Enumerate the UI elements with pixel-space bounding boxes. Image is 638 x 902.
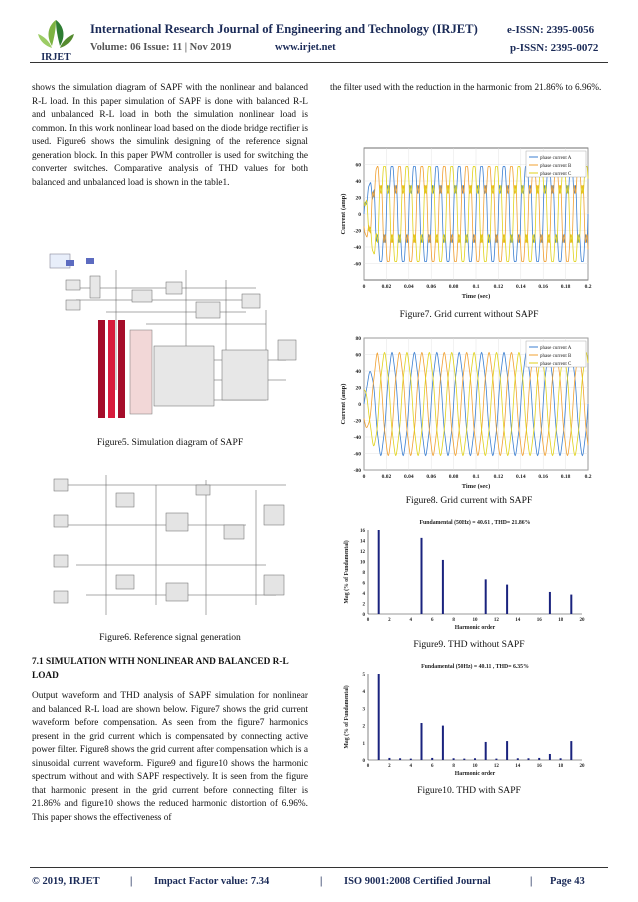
y-tick-label: 6 (362, 581, 365, 587)
bar-h18 (560, 758, 562, 760)
bar-h17 (549, 592, 551, 614)
left-paragraph-1: shows the simulation diagram of SAPF with the nonlinear and balanced R-L load. In this paper simulation of SAPF is done with balanced R-L and unbalanced R-L load in both the simulation nonlinear load is common. In this work nonlinear load based on the diode bridge rectifier is used. Figure6 shows the simulink designing of the reference signal generation block. In this paper PWM controller is used for switching the converter switches. Comparative analysis of THD values for both balanced and unbalanced load is shown in the table1. (32, 83, 308, 188)
legend-label: phase current B (540, 164, 572, 169)
x-tick-label: 0 (362, 284, 366, 290)
bar-h12 (495, 759, 497, 760)
y-tick-label: 5 (362, 673, 365, 678)
x-axis-label: Time (sec) (461, 293, 491, 300)
x-tick-label: 16 (536, 618, 542, 623)
y-axis-label: Current (amp) (340, 193, 347, 235)
x-tick-label: 2 (388, 618, 391, 623)
bar-h7 (442, 726, 444, 760)
bar-h16 (538, 758, 540, 760)
x-tick-label: 8 (452, 618, 455, 623)
right-paragraph-1: the filter used with the reduction in the harmonic from 21.86% to 6.96%. (330, 83, 602, 93)
x-tick-label: 14 (515, 618, 521, 623)
logo-text: IRJET (41, 52, 71, 62)
bar-h5 (421, 538, 423, 614)
y-tick-label: -20 (353, 228, 361, 235)
x-tick-label: 0.18 (560, 284, 571, 290)
y-tick-label: 4 (362, 592, 365, 597)
x-tick-label: 0.08 (448, 284, 459, 290)
y-tick-label: 0 (358, 212, 361, 218)
fig8-svg (338, 330, 596, 490)
figure8-caption: Figure8. Grid current with SAPF (405, 495, 533, 506)
bar-h4 (410, 759, 412, 760)
x-axis-label: Time (sec) (461, 483, 491, 490)
legend-label: phase current C (540, 172, 572, 177)
footer-sep-3: | (530, 876, 533, 887)
y-tick-label: -40 (353, 435, 361, 441)
bar-h15 (528, 758, 530, 760)
fig10-svg (338, 660, 596, 778)
x-tick-label: 0.16 (538, 284, 549, 290)
header-rule (30, 62, 608, 63)
bar-h5 (421, 723, 423, 760)
y-axis-label: Mag (% of Fundamental) (344, 685, 350, 749)
figure7-caption: Figure7. Grid current without SAPF (399, 309, 539, 320)
x-tick-label: 0.04 (403, 474, 414, 480)
x-axis-label: Harmonic order (454, 625, 496, 631)
x-tick-label: 20 (579, 764, 585, 769)
y-axis-label: Mag (% of Fundamental) (344, 540, 350, 604)
y-tick-label: 16 (360, 529, 365, 534)
left-paragraph-2: Output waveform and THD analysis of SAPF simulation for nonlinear and balanced R-L load are shown below. Figure7 shows the grid current waveform before compensation. As seen from the figure7 harmonics present in the grid current which is compensated by connecting active power filter. Figure8 shows the grid current after compensation which is a sinusoidal current waveform. Figure9 and figure10 shows the harmonic spectrum without and with SAPF respectively. It is seen from the figure that harmonic present in the grid current before connecting filter is 21.86% and figure10 shows the reduced harmonic distortion of 6.96%. This paper shows the effectiveness of (32, 691, 308, 823)
y-tick-label: 14 (360, 539, 365, 545)
bar-h11 (485, 579, 487, 614)
y-tick-label: 2 (362, 724, 365, 730)
bar-h7 (442, 560, 444, 614)
eissn: e-ISSN: 2395-0056 (507, 24, 595, 36)
y-tick-label: -20 (353, 418, 361, 425)
x-tick-label: 8 (452, 764, 455, 769)
x-tick-label: 12 (493, 764, 499, 769)
y-tick-label: 0 (362, 613, 365, 618)
y-tick-label: 80 (355, 336, 361, 342)
bar-h2 (388, 758, 390, 760)
reference-signal-schematic (46, 465, 304, 623)
y-tick-label: -80 (353, 468, 361, 474)
bar-h1 (378, 674, 380, 760)
figure8-chart (338, 330, 596, 495)
chart-title: Fundamental (50Hz) = 40.11 , THD= 6.35% (421, 664, 529, 670)
y-tick-label: 0 (358, 402, 361, 408)
y-tick-label: -60 (353, 451, 361, 458)
legend-label: phase current B (540, 354, 572, 359)
bar-h6 (431, 758, 433, 760)
x-tick-label: 16 (536, 764, 542, 769)
y-tick-label: 60 (355, 352, 361, 359)
bar-h3 (399, 758, 401, 760)
x-tick-label: 0.02 (381, 474, 392, 480)
x-tick-label: 0.12 (493, 474, 504, 480)
x-tick-label: 4 (409, 764, 413, 769)
y-tick-label: 40 (355, 369, 361, 375)
figure5-simulation-diagram (46, 250, 304, 422)
x-tick-label: 20 (579, 618, 585, 623)
bar-h8 (453, 758, 455, 760)
section-heading: 7.1 SIMULATION WITH NONLINEAR AND BALANCED R-L LOAD (32, 657, 289, 681)
footer-sep-2: | (320, 876, 323, 887)
x-tick-label: 0.06 (426, 284, 437, 290)
x-tick-label: 0.2 (584, 284, 592, 290)
bar-h13 (506, 585, 508, 614)
y-tick-label: -40 (353, 245, 361, 251)
x-tick-label: 0.16 (538, 474, 549, 480)
figure9-caption: Figure9. THD without SAPF (413, 639, 525, 650)
footer-rule (30, 867, 608, 868)
x-axis-label: Harmonic order (454, 771, 496, 777)
y-tick-label: -60 (353, 261, 361, 268)
x-tick-label: 0.14 (515, 284, 526, 290)
footer-sep-1: | (130, 876, 133, 887)
pissn: p-ISSN: 2395-0072 (510, 42, 599, 54)
bar-h13 (506, 741, 508, 760)
x-tick-label: 14 (515, 764, 521, 769)
x-tick-label: 0.12 (493, 284, 504, 290)
x-tick-label: 6 (430, 764, 434, 769)
bar-h19 (570, 741, 572, 760)
x-tick-label: 0.14 (515, 474, 526, 480)
x-tick-label: 0.2 (584, 474, 592, 480)
x-tick-label: 10 (472, 618, 478, 623)
y-tick-label: 3 (362, 707, 365, 713)
legend-label: phase current C (540, 362, 572, 367)
x-tick-label: 0.1 (472, 474, 480, 480)
y-tick-label: 12 (360, 550, 365, 555)
y-tick-label: 20 (355, 195, 361, 202)
figure7-chart (338, 140, 596, 305)
x-tick-label: 0.18 (560, 474, 571, 480)
simulink-schematic (46, 250, 304, 422)
y-axis-label: Current (amp) (340, 383, 347, 425)
x-tick-label: 0 (366, 618, 370, 623)
website-link[interactable]: www.irjet.net (275, 42, 336, 53)
bar-h14 (517, 758, 519, 760)
footer-page: Page 43 (550, 876, 585, 887)
volume-issue: Volume: 06 Issue: 11 | Nov 2019 (90, 42, 232, 53)
legend-label: phase current A (540, 156, 572, 161)
figure6-caption: Figure6. Reference signal generation (99, 632, 241, 643)
x-tick-label: 0 (362, 474, 366, 480)
x-tick-label: 18 (558, 618, 564, 623)
bar-h11 (485, 742, 487, 760)
y-tick-label: 10 (360, 560, 365, 566)
journal-title: International Research Journal of Engineering and Technology (IRJET) (90, 22, 478, 36)
x-tick-label: 12 (493, 618, 499, 623)
y-tick-label: 8 (362, 571, 365, 576)
irjet-logo (30, 16, 82, 62)
figure5-caption: Figure5. Simulation diagram of SAPF (96, 437, 244, 448)
figure6-reference-signal (46, 465, 304, 623)
y-tick-label: 4 (362, 690, 365, 696)
footer-impact: Impact Factor value: 7.34 (154, 876, 270, 887)
x-tick-label: 10 (472, 764, 478, 769)
x-tick-label: 18 (558, 764, 564, 769)
bar-h10 (474, 758, 476, 760)
figure9-chart (338, 516, 596, 637)
chart-title: Fundamental (50Hz) = 40.61 , THD= 21.86% (419, 520, 531, 526)
bar-h17 (549, 754, 551, 760)
legend-label: phase current A (540, 346, 572, 351)
x-tick-label: 2 (388, 764, 391, 769)
x-tick-label: 4 (409, 618, 413, 623)
bar-h19 (570, 595, 572, 614)
fig7-svg (338, 140, 596, 300)
x-tick-label: 0.06 (426, 474, 437, 480)
y-tick-label: 1 (362, 741, 365, 747)
footer-iso: ISO 9001:2008 Certified Journal (344, 876, 491, 887)
bar-h9 (463, 759, 465, 760)
x-tick-label: 6 (430, 618, 434, 623)
fig9-svg (338, 516, 596, 632)
bar-h1 (378, 530, 380, 614)
x-tick-label: 0.1 (472, 284, 480, 290)
figure10-chart (338, 660, 596, 783)
y-tick-label: 60 (355, 162, 361, 169)
y-tick-label: 20 (355, 385, 361, 392)
x-tick-label: 0.08 (448, 474, 459, 480)
y-tick-label: 40 (355, 179, 361, 185)
y-tick-label: 0 (362, 759, 365, 764)
y-tick-label: 2 (362, 602, 365, 608)
x-tick-label: 0.02 (381, 284, 392, 290)
x-tick-label: 0.04 (403, 284, 414, 290)
x-tick-label: 0 (366, 764, 370, 769)
footer-copyright: © 2019, IRJET (32, 876, 100, 887)
figure10-caption: Figure10. THD with SAPF (417, 785, 521, 796)
